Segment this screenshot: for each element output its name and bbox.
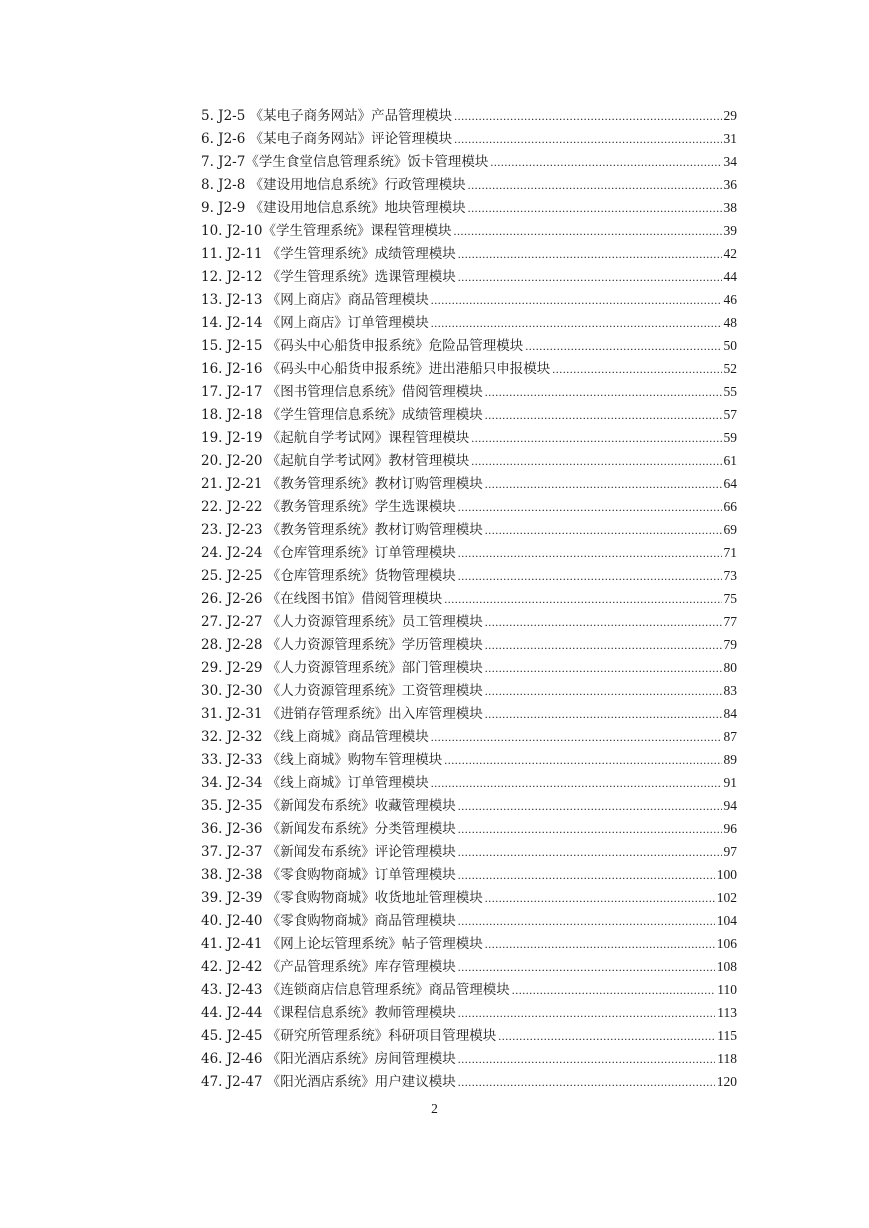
toc-entry-page-number: 71 [723, 545, 737, 560]
toc-entry-title: 10. J2-10《学生管理系统》课程管理模块 [201, 223, 452, 239]
toc-entry-title: 12. J2-12 《学生管理系统》选课管理模块 [201, 269, 456, 285]
toc-entry-title: 18. J2-18 《学生管理信息系统》成绩管理模块 [201, 407, 483, 423]
toc-entry-page-number: 83 [723, 683, 737, 698]
dot-leader [485, 703, 722, 726]
toc-entry[interactable] [201, 449, 737, 472]
dot-leader [471, 450, 721, 473]
toc-entry-title: 17. J2-17 《图书管理信息系统》借阅管理模块 [201, 384, 483, 400]
dot-leader [454, 128, 721, 151]
dot-leader [431, 312, 722, 335]
toc-entry-title: 19. J2-19 《起航自学考试网》课程管理模块 [201, 430, 470, 446]
toc-entry-title: 20. J2-20 《起航自学考试网》教材管理模块 [201, 453, 470, 469]
toc-entry[interactable] [201, 1070, 737, 1093]
toc-entry-page-number: 39 [723, 223, 737, 238]
toc-entry[interactable] [201, 127, 737, 150]
toc-entry-page-number: 113 [717, 1005, 737, 1020]
toc-entry-page-number: 29 [723, 108, 737, 123]
toc-entry-title: 35. J2-35 《新闻发布系统》收藏管理模块 [201, 798, 456, 814]
toc-entry-title: 46. J2-46 《阳光酒店系统》房间管理模块 [201, 1051, 456, 1067]
toc-entry[interactable] [201, 242, 737, 265]
toc-entry[interactable] [201, 886, 737, 909]
toc-entry-title: 47. J2-47 《阳光酒店系统》用户建议模块 [201, 1074, 456, 1090]
toc-entry-page-number: 96 [723, 821, 737, 836]
toc-entry[interactable] [201, 334, 737, 357]
toc-entry-title: 34. J2-34 《线上商城》订单管理模块 [201, 775, 429, 791]
dot-leader [458, 818, 722, 841]
toc-entry[interactable] [201, 564, 737, 587]
dot-leader [485, 657, 722, 680]
dot-leader [468, 174, 722, 197]
dot-leader [458, 565, 722, 588]
toc-entry-title: 21. J2-21 《教务管理系统》教材订购管理模块 [201, 476, 483, 492]
toc-entry[interactable] [201, 150, 737, 173]
dot-leader [458, 1002, 715, 1025]
toc-entry-page-number: 110 [717, 982, 737, 997]
toc-entry[interactable] [201, 610, 737, 633]
toc-entry[interactable] [201, 587, 737, 610]
dot-leader [431, 772, 722, 795]
toc-entry-page-number: 42 [723, 246, 737, 261]
toc-entry-page-number: 59 [723, 430, 737, 445]
dot-leader [458, 910, 715, 933]
toc-entry-page-number: 69 [723, 522, 737, 537]
toc-entry-title: 26. J2-26 《在线图书馆》借阅管理模块 [201, 591, 443, 607]
toc-entry-title: 25. J2-25 《仓库管理系统》货物管理模块 [201, 568, 456, 584]
toc-entry-page-number: 31 [723, 131, 737, 146]
table-of-contents [201, 104, 737, 1093]
toc-entry-page-number: 50 [723, 338, 737, 353]
toc-entry-title: 44. J2-44 《课程信息系统》教师管理模块 [201, 1005, 456, 1021]
toc-entry[interactable] [201, 656, 737, 679]
toc-entry-title: 24. J2-24 《仓库管理系统》订单管理模块 [201, 545, 456, 561]
toc-entry-page-number: 34 [723, 154, 737, 169]
toc-entry[interactable] [201, 633, 737, 656]
toc-entry-page-number: 48 [723, 315, 737, 330]
toc-entry-page-number: 106 [716, 936, 737, 951]
toc-entry-title: 41. J2-41 《网上论坛管理系统》帖子管理模块 [201, 936, 483, 952]
toc-entry-page-number: 57 [723, 407, 737, 422]
toc-entry[interactable] [201, 1001, 737, 1024]
toc-entry-page-number: 80 [723, 660, 737, 675]
toc-entry-page-number: 79 [723, 637, 737, 652]
dot-leader [454, 220, 722, 243]
dot-leader [485, 634, 722, 657]
dot-leader [485, 887, 715, 910]
toc-entry[interactable] [201, 426, 737, 449]
toc-entry[interactable] [201, 817, 737, 840]
dot-leader [525, 335, 721, 358]
toc-entry[interactable] [201, 955, 737, 978]
toc-entry-page-number: 89 [723, 752, 737, 767]
toc-entry[interactable] [201, 104, 737, 127]
dot-leader [454, 105, 721, 128]
toc-entry-page-number: 104 [716, 913, 737, 928]
dot-leader [458, 864, 715, 887]
toc-entry-page-number: 77 [723, 614, 737, 629]
toc-entry-page-number: 66 [723, 499, 737, 514]
toc-entry[interactable] [201, 518, 737, 541]
dot-leader [485, 680, 722, 703]
toc-entry-title: 15. J2-15 《码头中心船货申报系统》危险品管理模块 [201, 338, 524, 354]
dot-leader [468, 197, 722, 220]
dot-leader [458, 1071, 715, 1094]
toc-entry[interactable] [201, 357, 737, 380]
toc-entry-page-number: 52 [723, 361, 737, 376]
toc-entry[interactable] [201, 840, 737, 863]
dot-leader [498, 1025, 715, 1048]
toc-entry-page-number: 46 [723, 292, 737, 307]
dot-leader [552, 358, 721, 381]
toc-entry[interactable] [201, 679, 737, 702]
toc-entry-page-number: 102 [716, 890, 737, 905]
toc-entry-title: 29. J2-29 《人力资源管理系统》部门管理模块 [201, 660, 483, 676]
dot-leader [458, 1048, 715, 1071]
dot-leader [444, 749, 721, 772]
dot-leader [490, 151, 721, 174]
dot-leader [512, 979, 715, 1002]
toc-entry-page-number: 94 [723, 798, 737, 813]
toc-entry-title: 30. J2-30 《人力资源管理系统》工资管理模块 [201, 683, 483, 699]
toc-entry-title: 7. J2-7《学生食堂信息管理系统》饭卡管理模块 [201, 154, 489, 170]
toc-entry[interactable] [201, 1047, 737, 1070]
toc-entry[interactable] [201, 495, 737, 518]
toc-entry[interactable] [201, 863, 737, 886]
toc-entry-title: 5. J2-5 《某电子商务网站》产品管理模块 [201, 108, 453, 124]
toc-entry-title: 6. J2-6 《某电子商务网站》评论管理模块 [201, 131, 453, 147]
toc-entry-title: 16. J2-16 《码头中心船货申报系统》进出港船只申报模块 [201, 361, 551, 377]
toc-entry-title: 23. J2-23 《教务管理系统》教材订购管理模块 [201, 522, 483, 538]
dot-leader [458, 795, 722, 818]
toc-entry-page-number: 38 [723, 200, 737, 215]
toc-entry-title: 8. J2-8 《建设用地信息系统》行政管理模块 [201, 177, 466, 193]
toc-entry[interactable] [201, 311, 737, 334]
toc-entry-title: 31. J2-31 《进销存管理系统》出入库管理模块 [201, 706, 483, 722]
toc-entry[interactable] [201, 380, 737, 403]
toc-entry-page-number: 87 [723, 729, 737, 744]
dot-leader [458, 542, 722, 565]
toc-entry[interactable] [201, 909, 737, 932]
toc-entry-page-number: 75 [723, 591, 737, 606]
dot-leader [458, 266, 722, 289]
toc-entry[interactable] [201, 748, 737, 771]
dot-leader [485, 381, 722, 404]
toc-entry-title: 38. J2-38 《零食购物商城》订单管理模块 [201, 867, 456, 883]
toc-entry-title: 36. J2-36 《新闻发布系统》分类管理模块 [201, 821, 456, 837]
dot-leader [431, 726, 722, 749]
toc-entry[interactable] [201, 932, 737, 955]
toc-entry-title: 9. J2-9 《建设用地信息系统》地块管理模块 [201, 200, 466, 216]
toc-entry-title: 33. J2-33 《线上商城》购物车管理模块 [201, 752, 443, 768]
toc-entry[interactable] [201, 541, 737, 564]
dot-leader [471, 427, 721, 450]
toc-entry-page-number: 120 [716, 1074, 737, 1089]
toc-entry[interactable] [201, 1024, 737, 1047]
dot-leader [485, 611, 722, 634]
dot-leader [431, 289, 722, 312]
dot-leader [485, 933, 715, 956]
toc-entry-page-number: 44 [723, 269, 737, 284]
toc-entry-page-number: 97 [723, 844, 737, 859]
toc-entry[interactable] [201, 978, 737, 1001]
toc-entry-page-number: 61 [723, 453, 737, 468]
toc-entry-page-number: 55 [723, 384, 737, 399]
toc-entry-title: 11. J2-11 《学生管理系统》成绩管理模块 [201, 246, 456, 262]
toc-entry-page-number: 118 [717, 1051, 737, 1066]
dot-leader [485, 519, 722, 542]
toc-entry-page-number: 91 [723, 775, 737, 790]
toc-entry-title: 39. J2-39 《零食购物商城》收货地址管理模块 [201, 890, 483, 906]
dot-leader [458, 956, 715, 979]
toc-entry-page-number: 84 [723, 706, 737, 721]
toc-entry[interactable] [201, 219, 737, 242]
toc-entry-title: 37. J2-37 《新闻发布系统》评论管理模块 [201, 844, 456, 860]
toc-entry-title: 45. J2-45 《研究所管理系统》科研项目管理模块 [201, 1028, 497, 1044]
toc-entry[interactable] [201, 288, 737, 311]
toc-entry-title: 13. J2-13 《网上商店》商品管理模块 [201, 292, 429, 308]
toc-entry[interactable] [201, 173, 737, 196]
toc-entry[interactable] [201, 771, 737, 794]
dot-leader [458, 841, 722, 864]
toc-entry-page-number: 108 [716, 959, 737, 974]
dot-leader [458, 243, 722, 266]
toc-entry-page-number: 100 [716, 867, 737, 882]
dot-leader [458, 496, 722, 519]
toc-entry-page-number: 73 [723, 568, 737, 583]
toc-entry[interactable] [201, 702, 737, 725]
toc-entry[interactable] [201, 403, 737, 426]
toc-entry-title: 42. J2-42 《产品管理系统》库存管理模块 [201, 959, 456, 975]
toc-entry-page-number: 36 [723, 177, 737, 192]
toc-entry[interactable] [201, 196, 737, 219]
toc-entry-title: 27. J2-27 《人力资源管理系统》员工管理模块 [201, 614, 483, 630]
toc-entry-page-number: 115 [717, 1028, 737, 1043]
dot-leader [485, 473, 722, 496]
toc-entry-page-number: 64 [723, 476, 737, 491]
toc-entry-title: 43. J2-43 《连锁商店信息管理系统》商品管理模块 [201, 982, 510, 998]
toc-entry-title: 22. J2-22 《教务管理系统》学生选课模块 [201, 499, 456, 515]
toc-entry[interactable] [201, 472, 737, 495]
toc-entry-title: 40. J2-40 《零食购物商城》商品管理模块 [201, 913, 456, 929]
dot-leader [444, 588, 721, 611]
toc-entry-title: 14. J2-14 《网上商店》订单管理模块 [201, 315, 429, 331]
toc-entry[interactable] [201, 794, 737, 817]
toc-entry[interactable] [201, 265, 737, 288]
toc-entry[interactable] [201, 725, 737, 748]
toc-entry-title: 28. J2-28 《人力资源管理系统》学历管理模块 [201, 637, 483, 653]
dot-leader [485, 404, 722, 427]
page-number: 2 [431, 1101, 438, 1116]
toc-entry-title: 32. J2-32 《线上商城》商品管理模块 [201, 729, 429, 745]
